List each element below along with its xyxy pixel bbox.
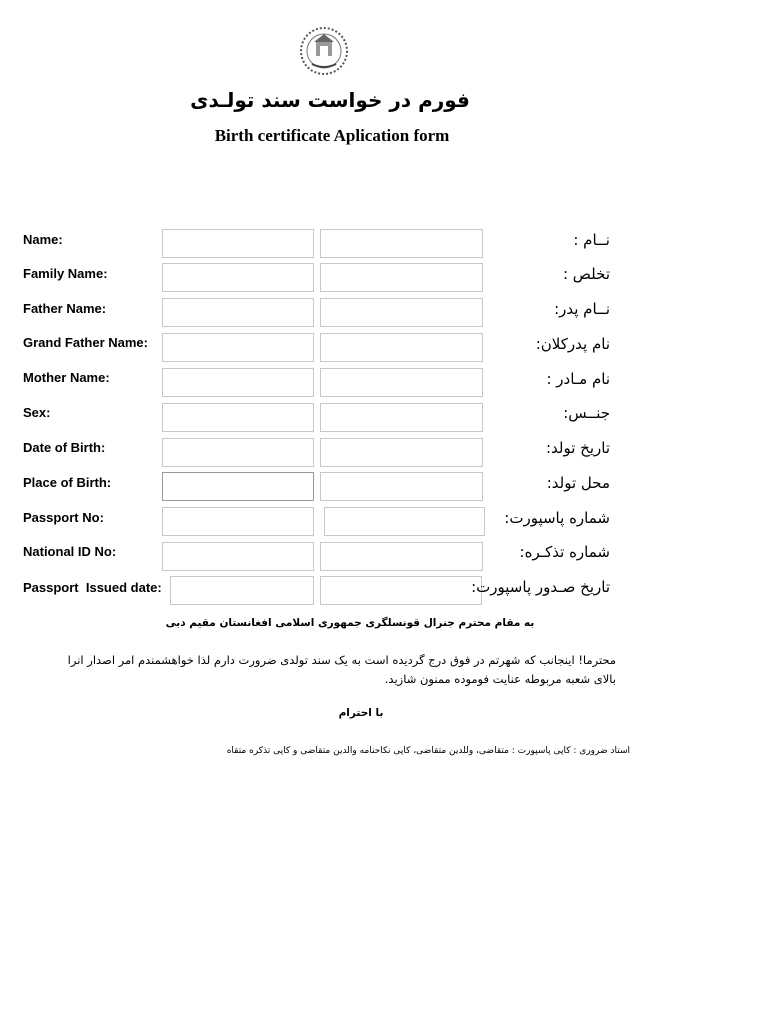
family-name-input-2[interactable] <box>320 263 483 292</box>
field-label-fa: نام مـادر : <box>546 370 610 388</box>
required-documents-note: استاد ضروری : کاپی پاسپورت : متقاضی، وللدین متقاضی، کاپی نکاحنامه والدین متقاضی و کاپی تذکره متقاه <box>226 746 630 756</box>
father-name-input-1[interactable] <box>162 298 314 327</box>
field-label-en: Passport Issued date: <box>23 580 162 595</box>
field-label-fa: نــام : <box>573 231 610 249</box>
field-label-fa: شماره تذکـره: <box>519 543 610 561</box>
place-of-birth-input-2[interactable] <box>320 472 483 501</box>
form-title-persian: فورم در خواست سند تولـدی <box>190 88 470 112</box>
passport-issued-date-input-2[interactable] <box>320 576 482 605</box>
field-label-en: Sex: <box>23 405 51 420</box>
field-label-en: Father Name: <box>23 301 107 316</box>
field-label-fa: جنــس: <box>563 404 610 422</box>
grandfather-name-input-1[interactable] <box>162 333 314 362</box>
sex-input-1[interactable] <box>162 403 314 432</box>
field-label-fa: تاریخ صـدور پاسپورت: <box>471 578 610 596</box>
grandfather-name-input-2[interactable] <box>320 333 483 362</box>
field-label-en: Name: <box>23 232 63 247</box>
field-label-fa: نــام پدر: <box>554 300 610 318</box>
date-of-birth-input-2[interactable] <box>320 438 483 467</box>
field-label-en: Date of Birth: <box>23 440 106 455</box>
field-label-fa: تاریخ تولد: <box>545 439 610 457</box>
field-label-fa: تخلص : <box>562 265 610 283</box>
passport-no-input-2[interactable] <box>324 507 485 536</box>
field-label-en: Place of Birth: <box>23 475 112 490</box>
family-name-input-1[interactable] <box>162 263 314 292</box>
form-title-english: Birth certificate Aplication form <box>214 126 450 145</box>
letter-addressee: به مقام محترم جنرال قونسلگری جمهوری اسلامی افغانستان مقیم دبی <box>165 617 535 629</box>
mother-name-input-2[interactable] <box>320 368 483 397</box>
name-input-2[interactable] <box>320 229 483 258</box>
place-of-birth-input-1[interactable] <box>162 472 314 501</box>
name-input-1[interactable] <box>162 229 314 258</box>
national-id-input-1[interactable] <box>162 542 314 571</box>
field-label-en: Mother Name: <box>23 370 110 385</box>
letter-body: محترما! اینجانب که شهرتم در فوق درج گردیده است به یک سند تولدی ضرورت دارم لذا خواهشمندم امر اصدار انرا بالای شعبه مربوطه عنایت فوموده ممنون شازید. <box>67 653 616 686</box>
field-label-fa: محل تولد: <box>546 474 610 492</box>
field-label-en: Family Name: <box>23 266 108 281</box>
date-of-birth-input-1[interactable] <box>162 438 314 467</box>
sex-input-2[interactable] <box>320 403 483 432</box>
passport-issued-date-input-1[interactable] <box>170 576 314 605</box>
father-name-input-2[interactable] <box>320 298 483 327</box>
letter-closing: با احترام <box>338 707 384 719</box>
afghanistan-emblem-icon <box>298 24 350 76</box>
national-id-input-2[interactable] <box>320 542 483 571</box>
field-label-en: National ID No: <box>23 544 117 559</box>
field-label-fa: نام پدرکلان: <box>535 335 610 353</box>
field-label-fa: شماره پاسپورت: <box>504 509 610 527</box>
mother-name-input-1[interactable] <box>162 368 314 397</box>
field-label-en: Passport No: <box>23 510 104 525</box>
field-label-en: Grand Father Name: <box>23 335 148 350</box>
passport-no-input-1[interactable] <box>162 507 314 536</box>
